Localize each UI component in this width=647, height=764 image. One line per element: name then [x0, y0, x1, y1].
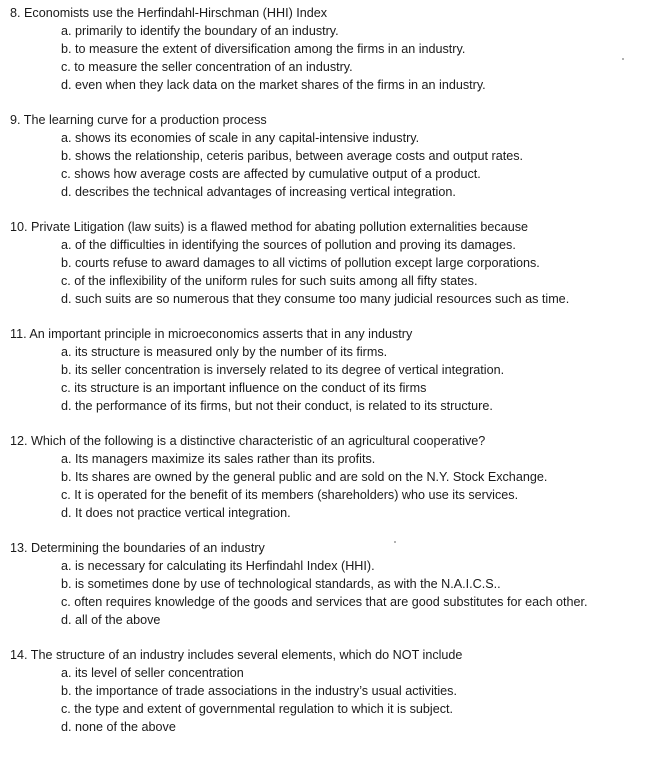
- question-stem: 14. The structure of an industry includes several elements, which do NOT include: [10, 648, 463, 662]
- option-b: b. shows the relationship, ceteris paribus, between average costs and output rates.: [61, 149, 524, 163]
- option-a: a. is necessary for calculating its Herfindahl Index (HHI).: [61, 559, 375, 573]
- question-stem: 8. Economists use the Herfindahl-Hirschman (HHI) Index: [10, 6, 328, 20]
- answer-options: [10, 129, 645, 201]
- option-a: a. its structure is measured only by the number of its firms.: [61, 345, 388, 359]
- scan-speck: [622, 58, 624, 60]
- option-b: b. Its shares are owned by the general public and are sold on the N.Y. Stock Exchange.: [61, 470, 548, 484]
- question-13: [10, 539, 645, 629]
- option-d: d. describes the technical advantages of increasing vertical integration.: [61, 185, 456, 199]
- option-a: a. primarily to identify the boundary of an industry.: [61, 24, 339, 38]
- option-b: b. is sometimes done by use of technological standards, as with the N.A.I.C.S..: [61, 577, 501, 591]
- question-14: [10, 646, 645, 736]
- option-b: b. to measure the extent of diversification among the firms in an industry.: [61, 42, 466, 56]
- answer-options: [10, 343, 645, 415]
- question-10: [10, 218, 645, 308]
- scan-speck: [394, 541, 396, 543]
- quiz-document: [10, 4, 645, 753]
- option-c: c. of the inflexibility of the uniform rules for such suits among all fifty states.: [61, 274, 478, 288]
- question-stem: 10. Private Litigation (law suits) is a flawed method for abating pollution externalities because: [10, 220, 529, 234]
- question-12: [10, 432, 645, 522]
- option-d: d. even when they lack data on the market shares of the firms in an industry.: [61, 78, 486, 92]
- answer-options: [10, 236, 645, 308]
- option-b: b. the importance of trade associations in the industry’s usual activities.: [61, 684, 457, 698]
- answer-options: [10, 664, 645, 736]
- option-b: b. its seller concentration is inversely related to its degree of vertical integration.: [61, 363, 505, 377]
- option-d: d. the performance of its firms, but not their conduct, is related to its structure.: [61, 399, 493, 413]
- option-a: a. shows its economies of scale in any capital-intensive industry.: [61, 131, 420, 145]
- option-b: b. courts refuse to award damages to all victims of pollution except large corporations.: [61, 256, 540, 270]
- question-stem: 13. Determining the boundaries of an industry: [10, 541, 265, 555]
- question-9: [10, 111, 645, 201]
- option-c: c. shows how average costs are affected by cumulative output of a product.: [61, 167, 481, 181]
- question-stem: 9. The learning curve for a production process: [10, 113, 267, 127]
- option-c: c. often requires knowledge of the goods and services that are good substitutes for each other.: [61, 595, 588, 609]
- answer-options: [10, 450, 645, 522]
- question-11: [10, 325, 645, 415]
- option-a: a. its level of seller concentration: [61, 666, 244, 680]
- option-d: d. It does not practice vertical integration.: [61, 506, 291, 520]
- option-c: c. the type and extent of governmental regulation to which it is subject.: [61, 702, 454, 716]
- option-c: c. to measure the seller concentration of an industry.: [61, 60, 353, 74]
- question-stem: 11. An important principle in microeconomics asserts that in any industry: [10, 327, 413, 341]
- option-c: c. its structure is an important influence on the conduct of its firms: [61, 381, 427, 395]
- question-stem: 12. Which of the following is a distinctive characteristic of an agricultural cooperative?: [10, 434, 486, 448]
- answer-options: [10, 557, 645, 629]
- option-c: c. It is operated for the benefit of its members (shareholders) who use its services.: [61, 488, 519, 502]
- option-d: d. such suits are so numerous that they consume too many judicial resources such as time.: [61, 292, 570, 306]
- option-d: d. none of the above: [61, 720, 176, 734]
- answer-options: [10, 22, 645, 94]
- question-8: [10, 4, 645, 94]
- option-d: d. all of the above: [61, 613, 161, 627]
- option-a: a. of the difficulties in identifying the sources of pollution and proving its damages.: [61, 238, 516, 252]
- option-a: a. Its managers maximize its sales rather than its profits.: [61, 452, 376, 466]
